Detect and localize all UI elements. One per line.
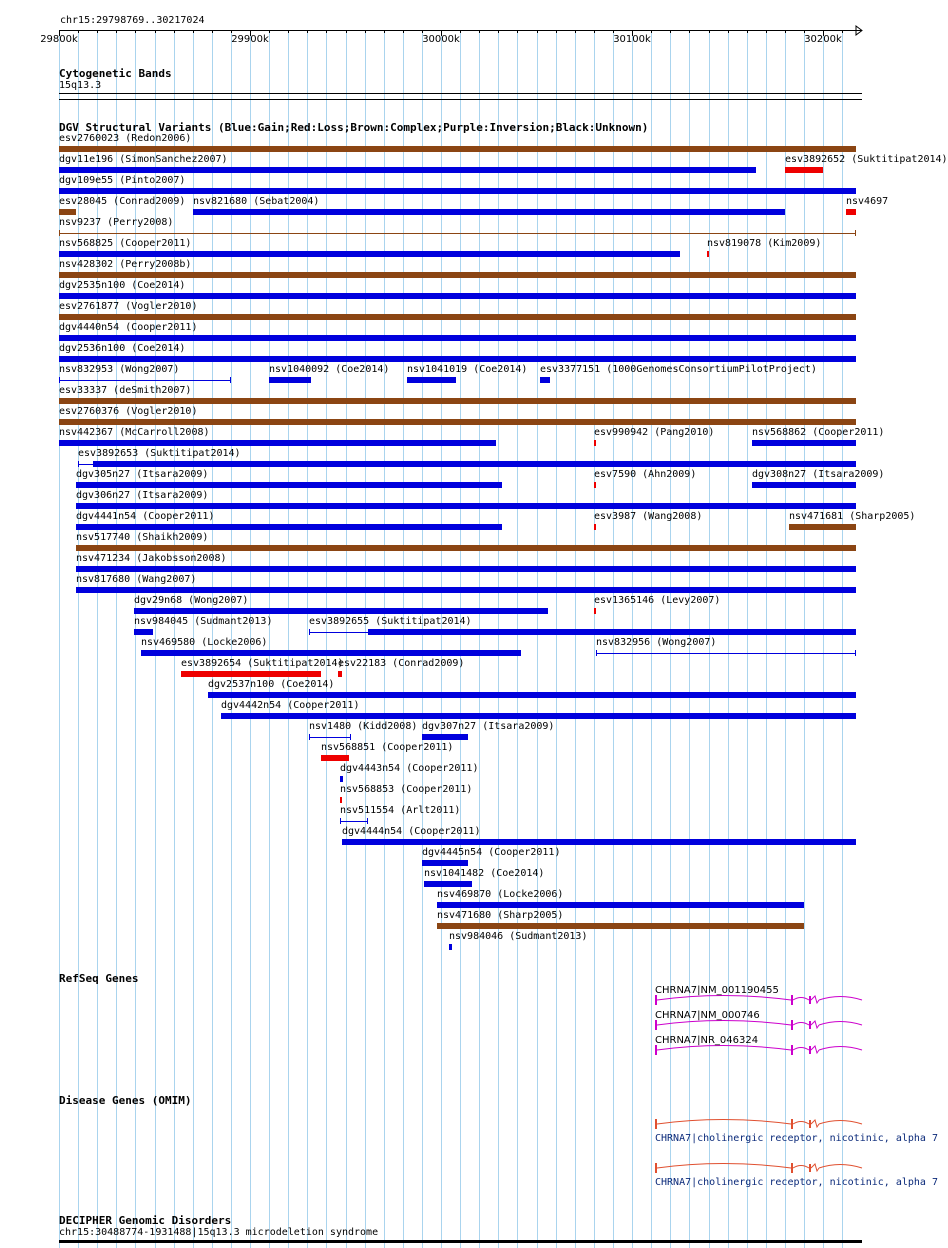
exon — [809, 1120, 811, 1128]
dgv-feature-bar[interactable] — [59, 272, 856, 278]
intron — [811, 996, 819, 1003]
dgv-feature-endcap — [855, 230, 856, 236]
dgv-feature-bar[interactable] — [76, 587, 856, 593]
dgv-feature-bar[interactable] — [59, 188, 856, 194]
dgv-feature-label[interactable]: esv3892655 (Suktitipat2014) — [309, 616, 472, 627]
dgv-feature-label[interactable]: dgv4440n54 (Cooper2011) — [59, 322, 198, 333]
dgv-feature-bar[interactable] — [449, 944, 452, 950]
dgv-feature-line[interactable] — [59, 233, 856, 234]
dgv-feature-label[interactable]: nsv1040092 (Coe2014) — [269, 364, 390, 375]
dgv-feature-bar[interactable] — [59, 356, 856, 362]
ruler-tick-label: 30100k — [613, 34, 651, 45]
omim-gene-model — [655, 1163, 862, 1173]
dgv-feature-label[interactable]: nsv469580 (Locke2006) — [141, 637, 268, 648]
dgv-feature-label[interactable]: dgv4444n54 (Cooper2011) — [342, 826, 481, 837]
dgv-feature-label[interactable]: esv2761877 (Vogler2010) — [59, 301, 198, 312]
dgv-feature-line[interactable] — [309, 632, 368, 633]
dgv-feature-label[interactable]: nsv442367 (McCarroll2008) — [59, 427, 210, 438]
dgv-feature-bar[interactable] — [594, 482, 596, 488]
dgv-feature-bar[interactable] — [76, 566, 856, 572]
dgv-feature-label[interactable]: dgv4443n54 (Cooper2011) — [340, 763, 479, 774]
decipher-feature-label[interactable]: chr15:30488774-1931488|15q13.3 microdeletion syndrome — [59, 1227, 379, 1238]
intron — [811, 1021, 819, 1028]
dgv-feature-label[interactable]: esv2760023 (Redon2006) — [59, 133, 192, 144]
dgv-feature-bar[interactable] — [752, 482, 856, 488]
dgv-feature-bar[interactable] — [193, 209, 785, 215]
intron — [657, 1164, 791, 1169]
intron — [793, 998, 809, 1001]
intron — [819, 1022, 862, 1026]
intron — [793, 1023, 809, 1026]
dgv-feature-bar[interactable] — [407, 377, 456, 383]
dgv-feature-bar[interactable] — [752, 440, 856, 446]
exon — [791, 1119, 793, 1129]
exon — [791, 995, 793, 1005]
omim-gene-label[interactable]: CHRNA7|cholinergic receptor, nicotinic, alpha 7 — [655, 1177, 938, 1188]
exon — [809, 996, 811, 1004]
decipher-feature-bar — [59, 1240, 862, 1243]
dgv-feature-bar[interactable] — [59, 440, 496, 446]
dgv-feature-bar[interactable] — [181, 671, 321, 677]
dgv-feature-bar[interactable] — [540, 377, 550, 383]
dgv-feature-label[interactable]: nsv568862 (Cooper2011) — [752, 427, 885, 438]
refseq-gene-label[interactable]: CHRNA7|NM_000746 — [655, 1010, 760, 1021]
intron — [811, 1164, 819, 1171]
dgv-feature-label[interactable]: dgv308n27 (Itsara2009) — [752, 469, 885, 480]
dgv-feature-line[interactable] — [78, 464, 93, 465]
dgv-feature-line[interactable] — [59, 380, 231, 381]
dgv-feature-label[interactable]: nsv4697 — [846, 196, 889, 207]
dgv-feature-label[interactable]: nsv517740 (Shaikh2009) — [76, 532, 209, 543]
dgv-feature-label[interactable]: nsv428302 (Perry2008b) — [59, 259, 192, 270]
dgv-feature-bar[interactable] — [76, 482, 502, 488]
exon — [809, 1046, 811, 1054]
refseq-gene-label[interactable]: CHRNA7|NM_001190455 — [655, 985, 779, 996]
dgv-feature-endcap — [59, 230, 60, 236]
dgv-feature-label[interactable]: esv1365146 (Levy2007) — [594, 595, 721, 606]
exon — [809, 1164, 811, 1172]
dgv-feature-label[interactable]: nsv511554 (Arlt2011) — [340, 805, 461, 816]
dgv-feature-label[interactable]: nsv817680 (Wang2007) — [76, 574, 197, 585]
dgv-feature-label[interactable]: nsv469870 (Locke2006) — [437, 889, 564, 900]
exon — [791, 1163, 793, 1173]
dgv-feature-bar[interactable] — [789, 524, 856, 530]
intron — [793, 1166, 809, 1169]
dgv-feature-bar[interactable] — [59, 293, 856, 299]
dgv-feature-bar[interactable] — [93, 461, 856, 467]
dgv-feature-bar[interactable] — [59, 335, 856, 341]
dgv-feature-bar[interactable] — [422, 734, 468, 740]
dgv-feature-bar[interactable] — [424, 881, 472, 887]
dgv-feature-label[interactable]: nsv832956 (Wong2007) — [596, 637, 717, 648]
dgv-feature-bar[interactable] — [76, 545, 856, 551]
dgv-feature-line[interactable] — [596, 653, 856, 654]
dgv-feature-label[interactable]: nsv821680 (Sebat2004) — [193, 196, 320, 207]
exon — [655, 1119, 657, 1129]
dgv-feature-label[interactable]: nsv568853 (Cooper2011) — [340, 784, 473, 795]
dgv-feature-label[interactable]: dgv4441n54 (Cooper2011) — [76, 511, 215, 522]
dgv-feature-endcap — [309, 629, 310, 635]
dgv-feature-endcap — [855, 650, 856, 656]
dgv-feature-label[interactable]: nsv568851 (Cooper2011) — [321, 742, 454, 753]
dgv-feature-label[interactable]: esv3377151 (1000GenomesConsortiumPilotProject) — [540, 364, 817, 375]
ruler-tick-label: 29900k — [231, 34, 269, 45]
cytoband-label: 15q13.3 — [59, 80, 102, 91]
dgv-feature-label[interactable]: esv3892652 (Suktitipat2014) — [785, 154, 948, 165]
dgv-feature-label[interactable]: dgv2537n100 (Coe2014) — [208, 679, 335, 690]
dgv-feature-line[interactable] — [309, 737, 351, 738]
dgv-feature-label[interactable]: esv22183 (Conrad2009) — [338, 658, 465, 669]
intron — [819, 1121, 862, 1125]
dgv-feature-label[interactable]: nsv1480 (Kidd2008) — [309, 721, 418, 732]
cytobands-track-title[interactable]: Cytogenetic Bands — [59, 67, 172, 80]
refseq-track-title[interactable]: RefSeq Genes — [59, 972, 139, 985]
dgv-feature-bar[interactable] — [59, 419, 856, 425]
dgv-feature-bar[interactable] — [340, 797, 342, 803]
dgv-feature-label[interactable]: dgv306n27 (Itsara2009) — [76, 490, 209, 501]
dgv-feature-bar[interactable] — [59, 146, 856, 152]
exon — [809, 1021, 811, 1029]
refseq-gene-label[interactable]: CHRNA7|NR_046324 — [655, 1035, 759, 1046]
dgv-feature-label[interactable]: nsv819078 (Kim2009) — [707, 238, 822, 249]
dgv-track-title[interactable]: DGV Structural Variants (Blue:Gain;Red:Loss;Brown:Complex;Purple:Inversion;Black:Unknown) — [59, 121, 649, 134]
dgv-feature-label[interactable]: esv3892653 (Suktitipat2014) — [78, 448, 241, 459]
dgv-feature-bar[interactable] — [846, 209, 856, 215]
ruler-tick-label: 29800k — [40, 34, 78, 45]
dgv-feature-label[interactable]: esv7590 (Ahn2009) — [594, 469, 697, 480]
exon — [655, 1163, 657, 1173]
dgv-feature-bar[interactable] — [321, 755, 349, 761]
omim-track-title[interactable]: Disease Genes (OMIM) — [59, 1094, 192, 1107]
dgv-feature-bar[interactable] — [269, 377, 311, 383]
intron — [657, 1120, 791, 1125]
dgv-feature-label[interactable]: esv2760376 (Vogler2010) — [59, 406, 198, 417]
dgv-feature-bar[interactable] — [59, 398, 856, 404]
dgv-feature-endcap — [59, 377, 60, 383]
dgv-feature-bar[interactable] — [422, 860, 468, 866]
dgv-feature-label[interactable]: nsv471234 (Jakobsson2008) — [76, 553, 227, 564]
dgv-feature-bar[interactable] — [437, 902, 804, 908]
exon — [791, 1045, 793, 1055]
dgv-feature-endcap — [340, 818, 341, 824]
dgv-feature-label[interactable]: dgv29n68 (Wong2007) — [134, 595, 249, 606]
dgv-feature-bar[interactable] — [76, 524, 502, 530]
dgv-feature-label[interactable]: nsv832953 (Wong2007) — [59, 364, 180, 375]
dgv-feature-label[interactable]: dgv11e196 (SimonSanchez2007) — [59, 154, 228, 165]
dgv-feature-label[interactable]: dgv307n27 (Itsara2009) — [422, 721, 555, 732]
dgv-feature-bar[interactable] — [707, 251, 709, 257]
intron — [793, 1048, 809, 1051]
decipher-track-title[interactable]: DECIPHER Genomic Disorders — [59, 1214, 232, 1227]
dgv-feature-endcap — [309, 734, 310, 740]
dgv-feature-bar[interactable] — [134, 629, 153, 635]
intron — [819, 1165, 862, 1169]
dgv-feature-bar[interactable] — [134, 608, 548, 614]
dgv-feature-label[interactable]: nsv1041019 (Coe2014) — [407, 364, 528, 375]
dgv-feature-label[interactable]: nsv1041482 (Coe2014) — [424, 868, 545, 879]
dgv-feature-label[interactable]: dgv2536n100 (Coe2014) — [59, 343, 186, 354]
omim-gene-model — [655, 1119, 862, 1129]
dgv-feature-line[interactable] — [340, 821, 368, 822]
dgv-feature-endcap — [230, 377, 231, 383]
dgv-feature-label[interactable]: dgv4442n54 (Cooper2011) — [221, 700, 360, 711]
dgv-feature-label[interactable]: esv28045 (Conrad2009) — [59, 196, 186, 207]
dgv-feature-endcap — [350, 734, 351, 740]
dgv-feature-label[interactable]: nsv471681 (Sharp2005) — [789, 511, 916, 522]
dgv-feature-label[interactable]: nsv984046 (Sudmant2013) — [449, 931, 588, 942]
dgv-feature-bar[interactable] — [594, 608, 596, 614]
exon — [791, 1020, 793, 1030]
dgv-feature-bar[interactable] — [76, 503, 856, 509]
dgv-feature-bar[interactable] — [594, 524, 596, 530]
dgv-feature-bar[interactable] — [59, 251, 680, 257]
dgv-feature-bar[interactable] — [340, 776, 343, 782]
location-label: chr15:29798769..30217024 — [60, 15, 205, 26]
intron — [819, 1047, 862, 1051]
dgv-feature-bar[interactable] — [59, 209, 76, 215]
dgv-feature-endcap — [367, 818, 368, 824]
dgv-feature-bar[interactable] — [208, 692, 856, 698]
dgv-feature-bar[interactable] — [221, 713, 856, 719]
dgv-feature-label[interactable]: nsv471680 (Sharp2005) — [437, 910, 564, 921]
dgv-feature-label[interactable]: dgv109e55 (Pinto2007) — [59, 175, 186, 186]
dgv-feature-bar[interactable] — [785, 167, 823, 173]
dgv-feature-label[interactable]: dgv4445n54 (Cooper2011) — [422, 847, 561, 858]
dgv-feature-endcap — [596, 650, 597, 656]
intron — [811, 1120, 819, 1127]
dgv-feature-bar[interactable] — [141, 650, 521, 656]
dgv-feature-bar[interactable] — [338, 671, 342, 677]
dgv-feature-bar[interactable] — [437, 923, 804, 929]
dgv-feature-endcap — [78, 461, 79, 467]
intron — [793, 1122, 809, 1125]
dgv-feature-label[interactable]: dgv305n27 (Itsara2009) — [76, 469, 209, 480]
intron — [819, 997, 862, 1001]
dgv-feature-bar[interactable] — [59, 314, 856, 320]
dgv-feature-label[interactable]: esv3987 (Wang2008) — [594, 511, 703, 522]
dgv-feature-label[interactable]: esv33337 (deSmith2007) — [59, 385, 192, 396]
dgv-feature-label[interactable]: esv3892654 (Suktitipat2014) — [181, 658, 344, 669]
dgv-feature-label[interactable]: esv990942 (Pang2010) — [594, 427, 715, 438]
dgv-feature-bar[interactable] — [368, 629, 856, 635]
dgv-feature-bar[interactable] — [59, 167, 756, 173]
dgv-feature-bar[interactable] — [594, 440, 596, 446]
omim-gene-label[interactable]: CHRNA7|cholinergic receptor, nicotinic, alpha 7 — [655, 1133, 938, 1144]
ruler-tick-label: 30200k — [804, 34, 842, 45]
dgv-feature-label[interactable]: nsv984045 (Sudmant2013) — [134, 616, 273, 627]
dgv-feature-label[interactable]: dgv2535n100 (Coe2014) — [59, 280, 186, 291]
dgv-feature-label[interactable]: nsv9237 (Perry2008) — [59, 217, 174, 228]
ruler-tick-label: 30000k — [422, 34, 460, 45]
dgv-feature-label[interactable]: nsv568825 (Cooper2011) — [59, 238, 192, 249]
intron — [811, 1046, 819, 1053]
dgv-feature-bar[interactable] — [342, 839, 856, 845]
